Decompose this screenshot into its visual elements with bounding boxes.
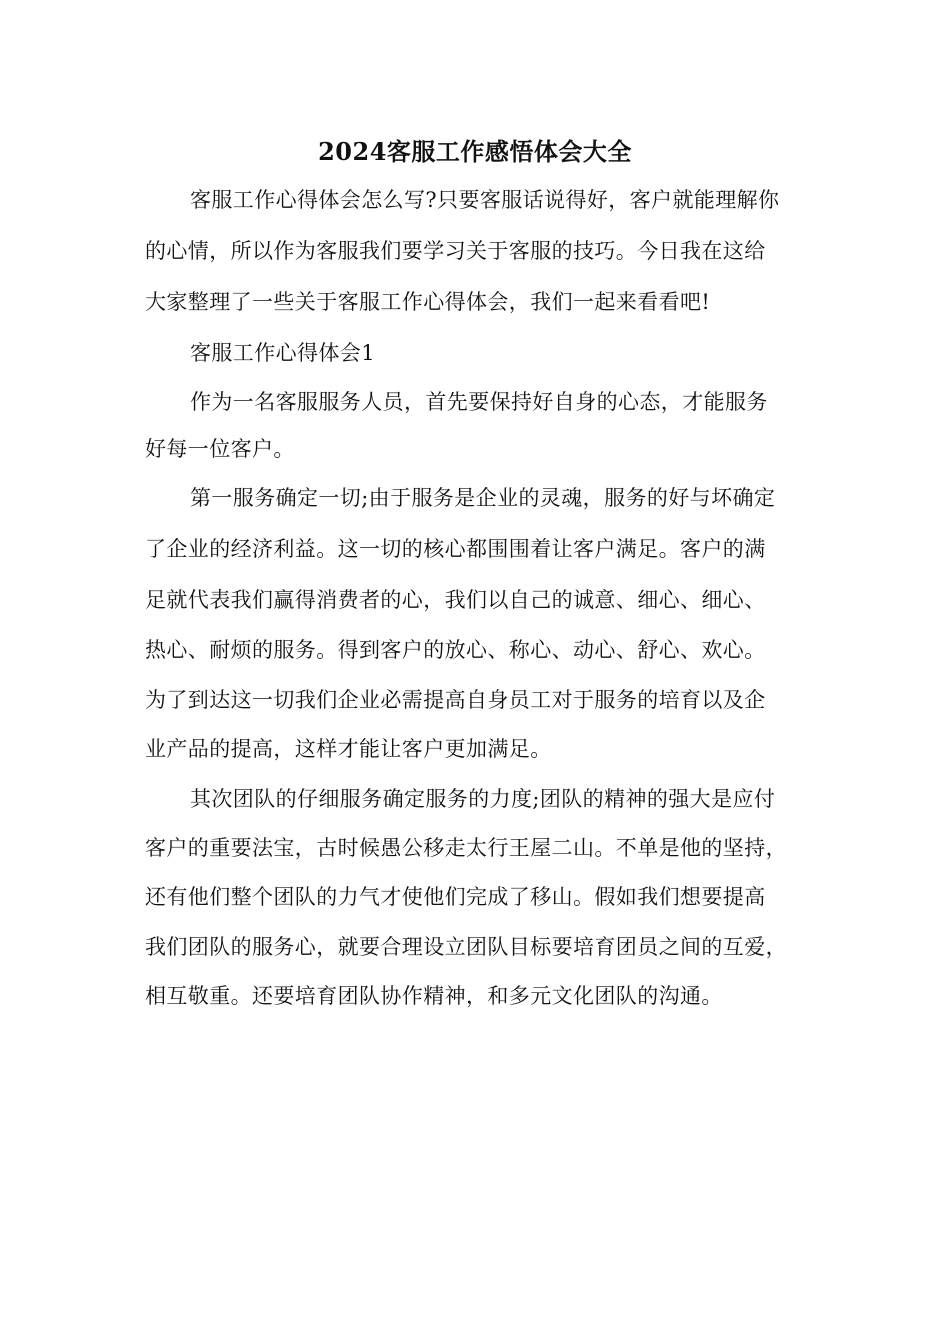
paragraph-2-line-3: 足就代表我们赢得消费者的心，我们以自己的诚意、细心、细心、: [145, 588, 766, 612]
paragraph-2-line-4: 热心、耐烦的服务。得到客户的放心、称心、动心、舒心、欢心。: [145, 638, 766, 662]
paragraph-3-line-5: 相互敬重。还要培育团队协作精神，和多元文化团队的沟通。: [145, 984, 723, 1008]
intro-line-3: 大家整理了一些关于客服工作心得体会，我们一起来看看吧!: [145, 290, 711, 314]
document-title: 2024客服工作感悟体会大全: [318, 137, 632, 166]
paragraph-2-line-6: 业产品的提高，这样才能让客户更加满足。: [145, 737, 552, 761]
paragraph-2-line-5: 为了到达这一切我们企业必需提高自身员工对于服务的培育以及企: [145, 688, 766, 712]
paragraph-2-line-1: 第一服务确定一切;由于服务是企业的灵魂，服务的好与坏确定: [190, 486, 776, 510]
paragraph-2-line-2: 了企业的经济利益。这一切的核心都围围着让客户满足。客户的满: [145, 537, 766, 561]
paragraph-3-line-4: 我们团队的服务心，就要合理设立团队目标要培育团员之间的互爱，: [145, 935, 787, 959]
paragraph-1-line-2: 好每一位客户。: [145, 437, 295, 461]
paragraph-3-line-1: 其次团队的仔细服务确定服务的力度;团队的精神的强大是应付: [190, 787, 776, 811]
section-heading: 客服工作心得体会1: [190, 341, 375, 365]
intro-line-1: 客服工作心得体会怎么写?只要客服话说得好，客户就能理解你: [190, 188, 780, 212]
paragraph-1-line-1: 作为一名客服服务人员，首先要保持好自身的心态，才能服务: [190, 390, 768, 414]
intro-line-2: 的心情，所以作为客服我们要学习关于客服的技巧。今日我在这给: [145, 239, 766, 263]
paragraph-3-line-3: 还有他们整个团队的力气才使他们完成了移山。假如我们想要提高: [145, 885, 766, 909]
paragraph-3-line-2: 客户的重要法宝，古时候愚公移走太行王屋二山。不单是他的坚持，: [145, 836, 787, 860]
